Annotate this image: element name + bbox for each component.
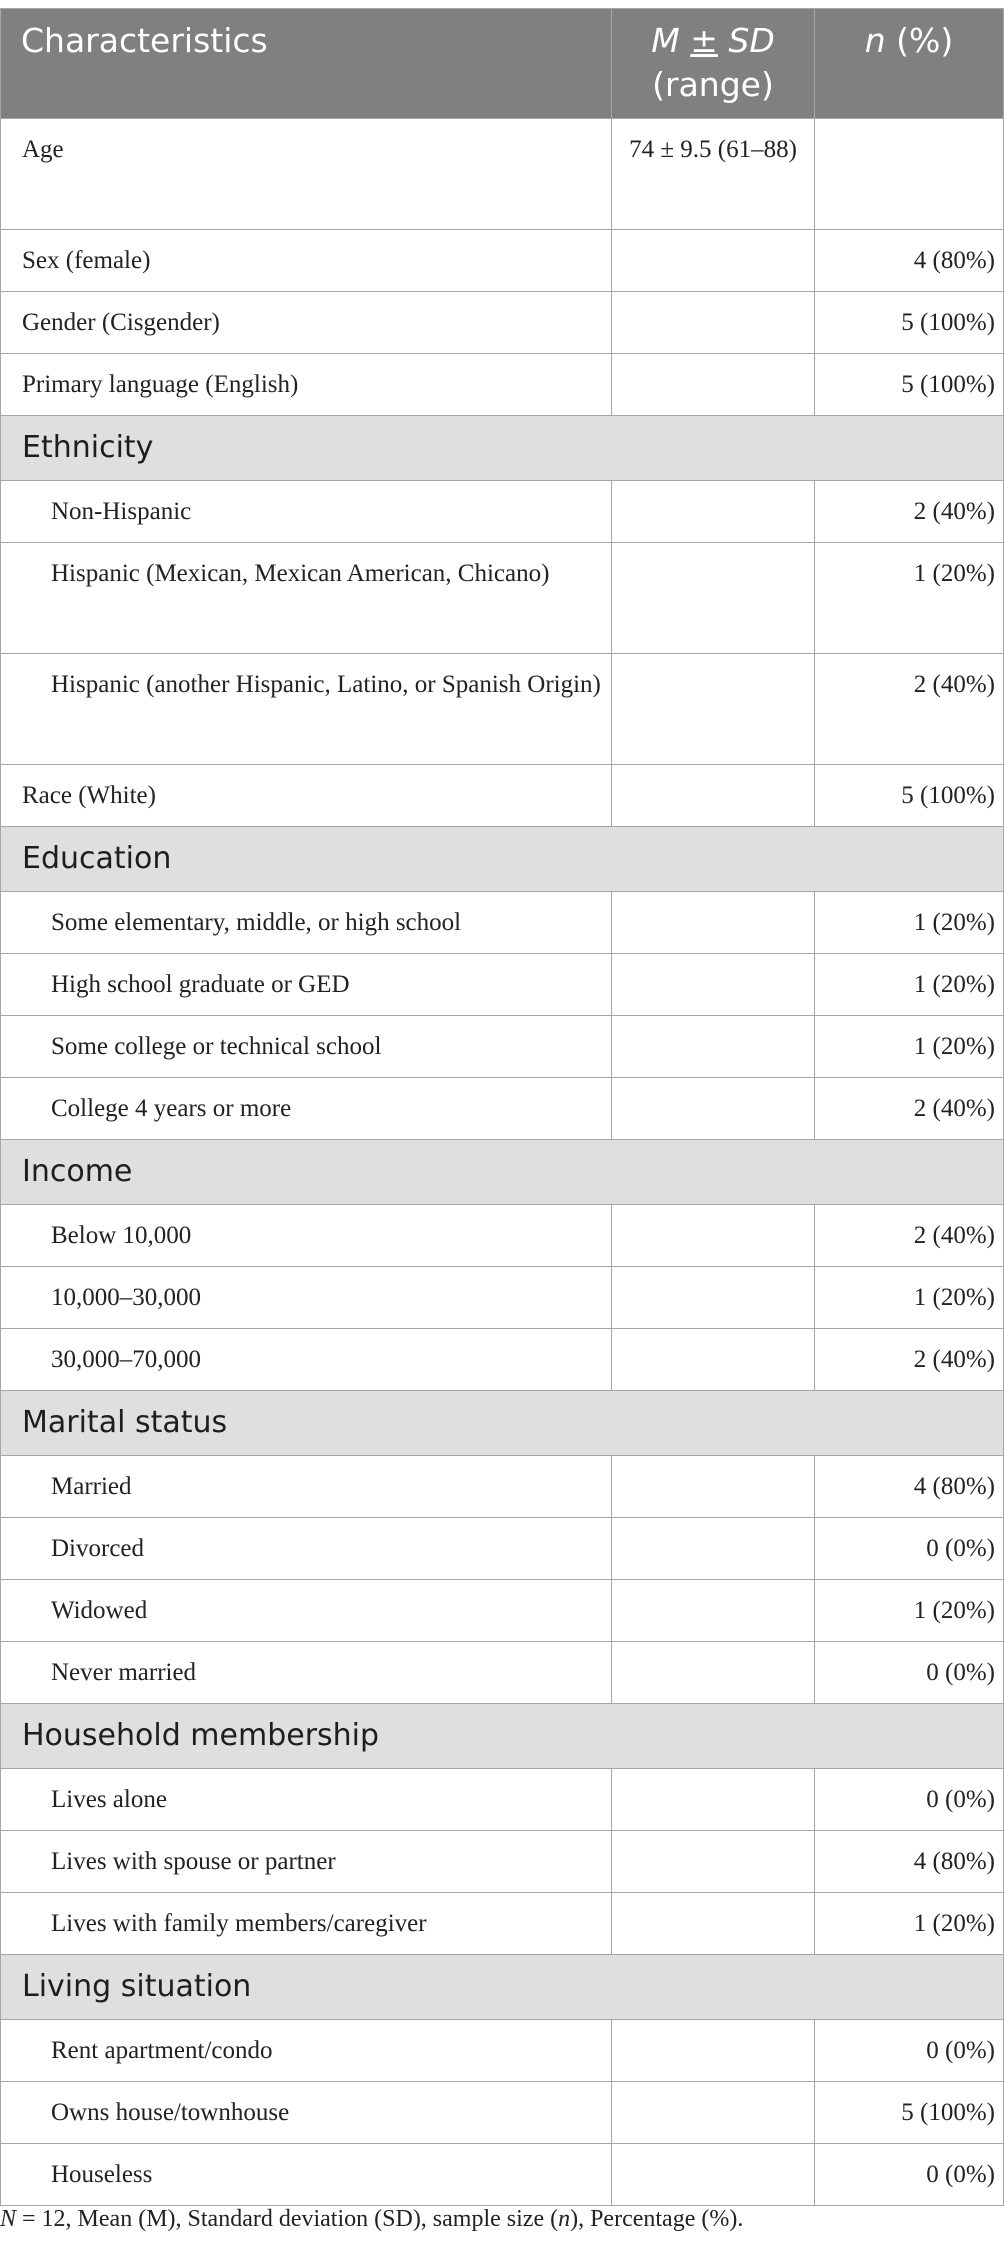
table-row: [1, 654, 1004, 765]
table-row: [1, 481, 1004, 543]
row-mean-sd: [612, 1580, 815, 1642]
table-row: [1, 119, 1004, 230]
table-row: [1, 354, 1004, 416]
row-label: Race (White): [1, 765, 612, 827]
row-mean-sd: [612, 2144, 815, 2206]
header-characteristics: Characteristics: [1, 9, 612, 119]
row-mean-sd: [612, 230, 815, 292]
section-row-income: [1, 1140, 1004, 1205]
row-label: Owns house/townhouse: [1, 2082, 612, 2144]
row-label: College 4 years or more: [1, 1078, 612, 1140]
row-mean-sd: 74 ± 9.5 (61–88): [612, 119, 815, 230]
row-n-percent: 2 (40%): [815, 1078, 1004, 1140]
table-row: [1, 892, 1004, 954]
row-mean-sd: [612, 892, 815, 954]
row-mean-sd: [612, 2020, 815, 2082]
table-footnote: [0, 2206, 743, 2233]
row-label: Lives alone: [1, 1769, 612, 1831]
row-label: Hispanic (Mexican, Mexican American, Chicano): [1, 543, 612, 654]
row-n-percent: 5 (100%): [815, 354, 1004, 416]
table-row: [1, 1205, 1004, 1267]
row-mean-sd: [612, 1642, 815, 1704]
footnote-text-2: ), Percentage (%).: [570, 2206, 744, 2232]
row-mean-sd: [612, 1329, 815, 1391]
row-n-percent: 5 (100%): [815, 765, 1004, 827]
row-label: Divorced: [1, 1518, 612, 1580]
row-label: Rent apartment/condo: [1, 2020, 612, 2082]
row-mean-sd: [612, 543, 815, 654]
section-row-living-situation: [1, 1955, 1004, 2020]
header-msd-m: M: [651, 21, 680, 60]
row-n-percent: 4 (80%): [815, 1831, 1004, 1893]
row-label: Sex (female): [1, 230, 612, 292]
row-n-percent: 1 (20%): [815, 1580, 1004, 1642]
table-row: [1, 230, 1004, 292]
characteristics-table: [0, 8, 1004, 2206]
table-row: [1, 1642, 1004, 1704]
table-row: [1, 1016, 1004, 1078]
row-n-percent: 2 (40%): [815, 481, 1004, 543]
section-heading: Marital status: [1, 1391, 1004, 1456]
row-mean-sd: [612, 1205, 815, 1267]
table-row: [1, 2144, 1004, 2206]
header-msd-sd: SD: [728, 21, 775, 60]
table-row: [1, 765, 1004, 827]
row-mean-sd: [612, 1769, 815, 1831]
table-row: [1, 1078, 1004, 1140]
header-n-letter: n: [864, 21, 886, 60]
table-row: [1, 543, 1004, 654]
header-n-pct: (%): [896, 21, 954, 60]
row-n-percent: 2 (40%): [815, 654, 1004, 765]
row-mean-sd: [612, 481, 815, 543]
row-mean-sd: [612, 765, 815, 827]
row-mean-sd: [612, 354, 815, 416]
row-label: Some elementary, middle, or high school: [1, 892, 612, 954]
row-mean-sd: [612, 1078, 815, 1140]
row-label: Lives with spouse or partner: [1, 1831, 612, 1893]
section-row-ethnicity: [1, 416, 1004, 481]
row-n-percent: 0 (0%): [815, 2144, 1004, 2206]
table-row: [1, 1893, 1004, 1955]
section-row-household-membership: [1, 1704, 1004, 1769]
header-msd-range: (range): [652, 65, 774, 104]
row-mean-sd: [612, 1893, 815, 1955]
table-row: [1, 954, 1004, 1016]
row-mean-sd: [612, 292, 815, 354]
row-label: Below 10,000: [1, 1205, 612, 1267]
header-msd-plusminus: ±: [690, 21, 718, 60]
row-n-percent: 4 (80%): [815, 1456, 1004, 1518]
row-n-percent: 1 (20%): [815, 543, 1004, 654]
section-row-education: [1, 827, 1004, 892]
table-row: [1, 1267, 1004, 1329]
section-heading: Living situation: [1, 1955, 1004, 2020]
row-n-percent: 0 (0%): [815, 2020, 1004, 2082]
row-n-percent: 1 (20%): [815, 954, 1004, 1016]
row-n-percent: 1 (20%): [815, 1016, 1004, 1078]
table-row: [1, 1769, 1004, 1831]
row-label: Houseless: [1, 2144, 612, 2206]
row-n-percent: 0 (0%): [815, 1769, 1004, 1831]
row-label: Primary language (English): [1, 354, 612, 416]
section-heading: Household membership: [1, 1704, 1004, 1769]
row-mean-sd: [612, 1518, 815, 1580]
table-row: [1, 2020, 1004, 2082]
row-n-percent: 1 (20%): [815, 1893, 1004, 1955]
row-mean-sd: [612, 1267, 815, 1329]
row-label: Non-Hispanic: [1, 481, 612, 543]
row-label: 30,000–70,000: [1, 1329, 612, 1391]
row-mean-sd: [612, 1456, 815, 1518]
table-header-row: [1, 9, 1004, 119]
row-n-percent: 2 (40%): [815, 1329, 1004, 1391]
section-heading: Ethnicity: [1, 416, 1004, 481]
row-label: Married: [1, 1456, 612, 1518]
table-row: [1, 1580, 1004, 1642]
table-row: [1, 1456, 1004, 1518]
footnote-n: n: [558, 2206, 571, 2232]
row-mean-sd: [612, 2082, 815, 2144]
row-mean-sd: [612, 1016, 815, 1078]
row-n-percent: 2 (40%): [815, 1205, 1004, 1267]
row-n-percent: 5 (100%): [815, 292, 1004, 354]
row-n-percent: [815, 119, 1004, 230]
table-row: [1, 1329, 1004, 1391]
section-heading: Income: [1, 1140, 1004, 1205]
table-row: [1, 2082, 1004, 2144]
table-row: [1, 1518, 1004, 1580]
row-label: Hispanic (another Hispanic, Latino, or Spanish Origin): [1, 654, 612, 765]
row-mean-sd: [612, 954, 815, 1016]
header-mean-sd-range: [612, 9, 815, 119]
header-n-percent: [815, 9, 1004, 119]
row-mean-sd: [612, 1831, 815, 1893]
section-row-marital-status: [1, 1391, 1004, 1456]
table-row: [1, 292, 1004, 354]
section-heading: Education: [1, 827, 1004, 892]
row-label: Some college or technical school: [1, 1016, 612, 1078]
row-label: Lives with family members/caregiver: [1, 1893, 612, 1955]
row-n-percent: 1 (20%): [815, 1267, 1004, 1329]
row-n-percent: 0 (0%): [815, 1642, 1004, 1704]
row-label: Widowed: [1, 1580, 612, 1642]
row-label: Gender (Cisgender): [1, 292, 612, 354]
row-n-percent: 5 (100%): [815, 2082, 1004, 2144]
row-label: Age: [1, 119, 612, 230]
row-label: High school graduate or GED: [1, 954, 612, 1016]
row-n-percent: 1 (20%): [815, 892, 1004, 954]
row-n-percent: 0 (0%): [815, 1518, 1004, 1580]
row-label: Never married: [1, 1642, 612, 1704]
table-row: [1, 1831, 1004, 1893]
row-label: 10,000–30,000: [1, 1267, 612, 1329]
footnote-text-1: = 12, Mean (M), Standard deviation (SD), sample size (: [16, 2206, 559, 2232]
footnote-N: N: [0, 2206, 17, 2232]
row-mean-sd: [612, 654, 815, 765]
row-n-percent: 4 (80%): [815, 230, 1004, 292]
